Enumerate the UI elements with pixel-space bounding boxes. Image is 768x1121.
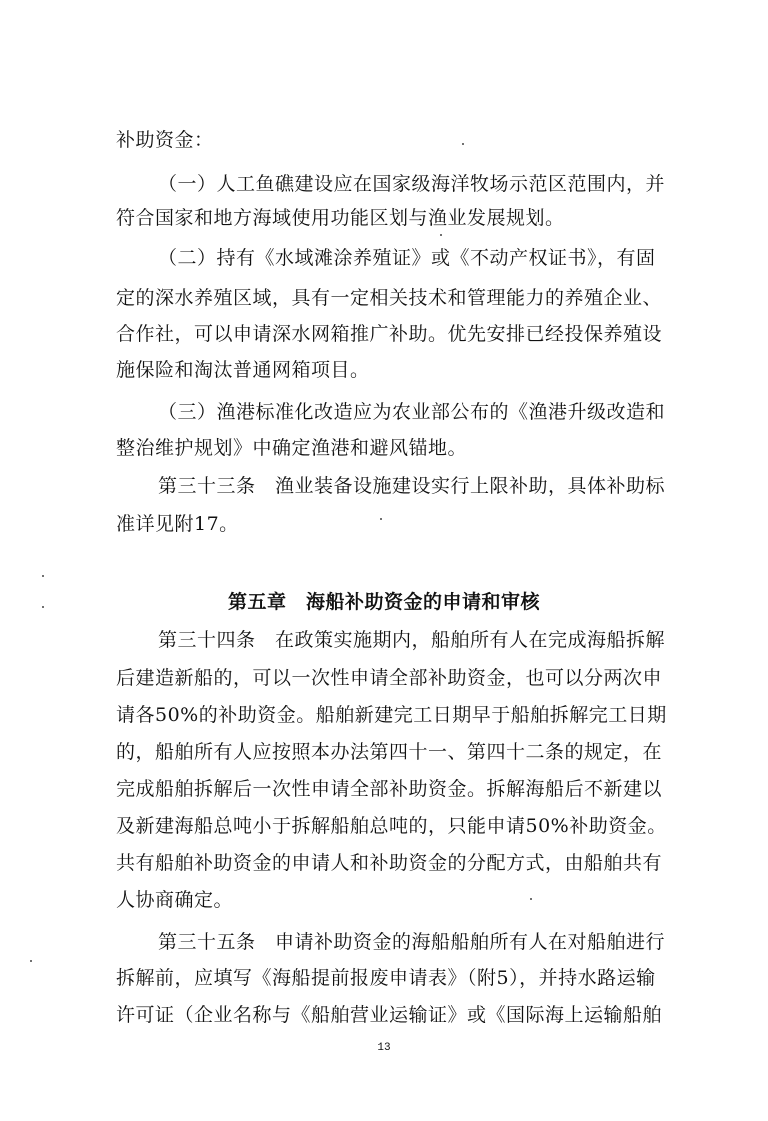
scan-speck	[42, 575, 44, 577]
paragraph-line: 第三十四条 在政策实施期内，船舶所有人在完成海船拆解	[158, 629, 666, 651]
paragraph-line: 符合国家和地方海域使用功能区划与渔业发展规划。	[116, 207, 565, 229]
paragraph-line: 准详见附17。	[116, 513, 239, 535]
paragraph-line: 定的深水养殖区域，具有一定相关技术和管理能力的养殖企业、	[116, 287, 663, 309]
paragraph-line: 及新建海船总吨小于拆解船舶总吨的，只能申请50%补助资金。	[116, 815, 667, 837]
paragraph-line: 第三十三条 渔业装备设施建设实行上限补助，具体补助标	[158, 475, 666, 497]
scan-speck	[380, 518, 382, 520]
paragraph-line: 施保险和淘汰普通网箱项目。	[116, 359, 370, 381]
paragraph-line: 后建造新船的，可以一次性申请全部补助资金，也可以分两次申	[116, 667, 663, 689]
paragraph-line: 整治维护规划》中确定渔港和避风锚地。	[116, 437, 468, 459]
paragraph-line: 完成船舶拆解后一次性申请全部补助资金。拆解海船后不新建以	[116, 778, 663, 800]
scan-speck	[530, 898, 532, 900]
paragraph-line: 拆解前，应填写《海船提前报废申请表》（附5），并持水路运输	[116, 967, 656, 989]
paragraph-line: 的，船舶所有人应按照本办法第四十一、第四十二条的规定，在	[116, 741, 663, 763]
scan-speck	[42, 606, 44, 608]
paragraph-line: 请各50%的补助资金。船舶新建完工日期早于船舶拆解完工日期	[116, 704, 667, 726]
paragraph-line: （三）渔港标准化改造应为农业部公布的《渔港升级改造和	[158, 401, 666, 423]
scan-speck	[440, 234, 442, 236]
paragraph-line: 共有船舶补助资金的申请人和补助资金的分配方式，由船舶共有	[116, 852, 663, 874]
paragraph-line: 补助资金：	[116, 129, 214, 151]
paragraph-line: 许可证（企业名称与《船舶营业运输证》或《国际海上运输船舶	[116, 1004, 663, 1026]
paragraph-line: （二）持有《水域滩涂养殖证》或《不动产权证书》，有固	[158, 247, 656, 269]
paragraph-line: 合作社，可以申请深水网箱推广补助。优先安排已经投保养殖设	[116, 323, 663, 345]
scan-speck	[30, 960, 32, 962]
chapter-title: 第五章 海船补助资金的申请和审核	[227, 591, 540, 613]
page-number: 13	[377, 1042, 391, 1054]
scan-speck	[462, 143, 464, 145]
paragraph-line: 人协商确定。	[116, 889, 234, 911]
paragraph-line: 第三十五条 申请补助资金的海船船舶所有人在对船舶进行	[158, 931, 666, 953]
paragraph-line: （一）人工鱼礁建设应在国家级海洋牧场示范区范围内，并	[158, 173, 666, 195]
